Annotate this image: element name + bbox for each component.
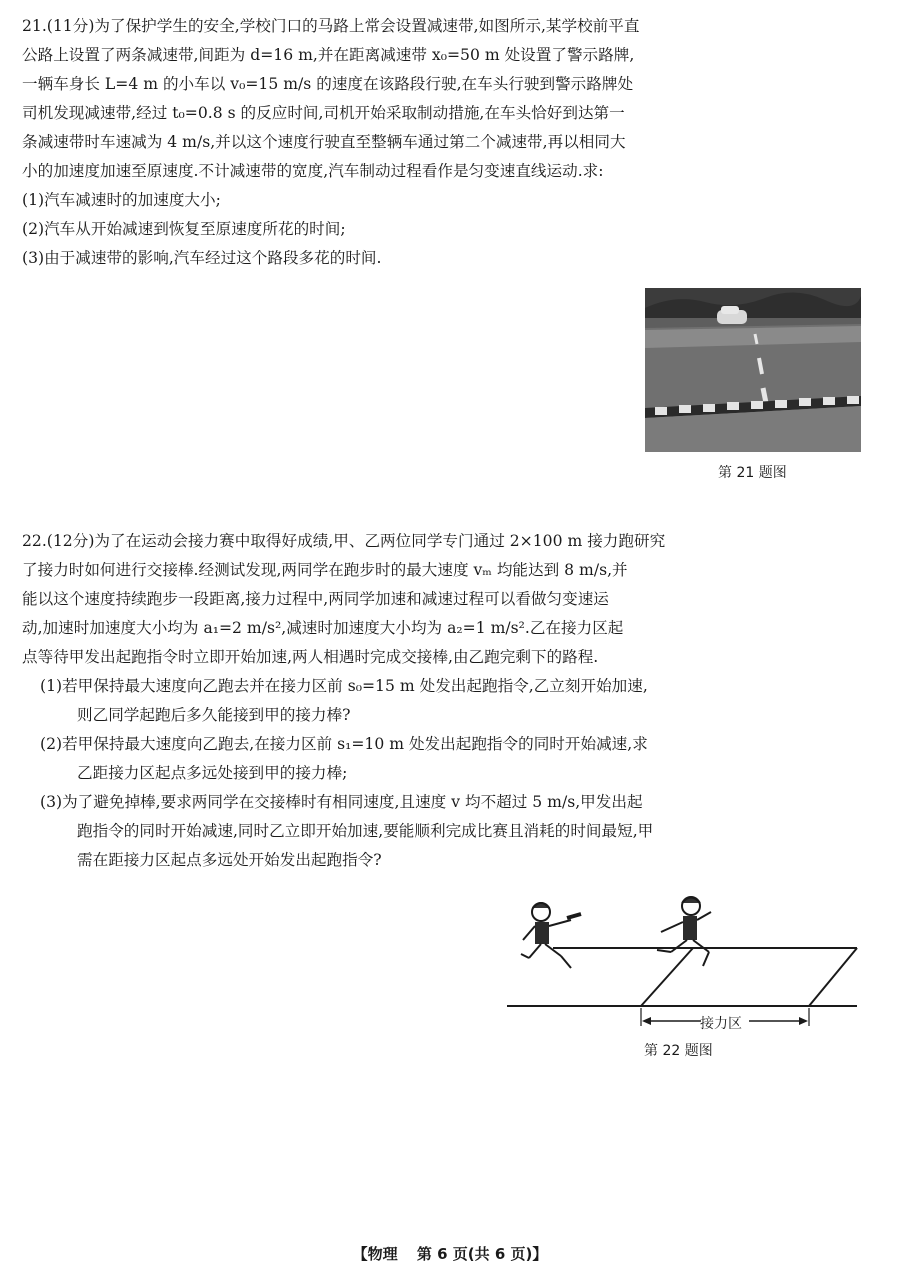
page-footer [0,1243,900,1264]
q21-line-3: 一辆车身长 L=4 m 的小车以 v₀=15 m/s 的速度在该路段行驶,在车头行驶到警示路牌处 [22,75,634,93]
question-21 [22,12,872,273]
q22-sub-1a: (1)若甲保持最大速度向乙跑去并在接力区前 s₀=15 m 处发出起跑指令,乙立刻开始加速, [40,677,648,695]
relay-zone-diagram [505,890,865,1040]
figure-21-caption: 第 21 题图 [718,465,787,481]
runner-a-icon [521,903,581,968]
q21-sub-2: (2)汽车从开始减速到恢复至原速度所花的时间; [22,220,346,238]
q22-sub-1b: 则乙同学起跑后多久能接到甲的接力棒? [77,706,351,724]
q21-line-5: 条减速带时车速减为 4 m/s,并以这个速度行驶直至整辆车通过第二个减速带,再以相同大 [22,133,626,151]
speed-bump-photo [645,288,861,452]
footer-subject: 【物理 [352,1245,398,1263]
q22-sub-3b: 跑指令的同时开始减速,同时乙立即开始加速,要能顺利完成比赛且消耗的时间最短,甲 [77,822,654,840]
q22-line-1: 22.(12分)为了在运动会接力赛中取得好成绩,甲、乙两位同学专门通过 2×100 m 接力跑研究 [22,532,666,550]
q21-line-2: 公路上设置了两条减速带,间距为 d=16 m,并在距离减速带 x₀=50 m 处设置了警示路牌, [22,46,635,64]
q22-sub-3a: (3)为了避免掉棒,要求两同学在交接棒时有相同速度,且速度 v 均不超过 5 m/s,甲发出起 [40,793,643,811]
relay-zone-label: 接力区 [700,1016,742,1032]
q21-sub-1: (1)汽车减速时的加速度大小; [22,191,221,209]
q22-sub-3c: 需在距接力区起点多远处开始发出起跑指令? [77,851,382,869]
q21-line-6: 小的加速度加速至原速度.不计减速带的宽度,汽车制动过程看作是匀变速直线运动.求: [22,162,604,180]
q22-sub-2a: (2)若甲保持最大速度向乙跑去,在接力区前 s₁=10 m 处发出起跑指令的同时开始减速,求 [40,735,648,753]
q21-line-4: 司机发现减速带,经过 t₀=0.8 s 的反应时间,司机开始采取制动措施,在车头恰好到达第一 [22,104,625,122]
question-22 [22,527,872,875]
q21-sub-3: (3)由于减速带的影响,汽车经过这个路段多花的时间. [22,249,382,267]
q22-sub-2b: 乙距接力区起点多远处接到甲的接力棒; [77,764,348,782]
q22-line-3: 能以这个速度持续跑步一段距离,接力过程中,两同学加速和减速过程可以看做匀变速运 [22,590,609,608]
q22-line-2: 了接力时如何进行交接棒.经测试发现,两同学在跑步时的最大速度 vₘ 均能达到 8 m/s,并 [22,561,628,579]
q21-line-1: 21.(11分)为了保护学生的安全,学校门口的马路上常会设置减速带,如图所示,某学校前平直 [22,17,640,35]
runner-b-icon [657,897,711,966]
figure-22-caption: 第 22 题图 [644,1043,713,1059]
q22-line-5: 点等待甲发出起跑指令时立即开始加速,两人相遇时完成交接棒,由乙跑完剩下的路程. [22,648,599,666]
footer-page: 第 6 页(共 6 页)】 [416,1245,548,1263]
q22-line-4: 动,加速时加速度大小均为 a₁=2 m/s²,减速时加速度大小均为 a₂=1 m/s².乙在接力区起 [22,619,624,637]
